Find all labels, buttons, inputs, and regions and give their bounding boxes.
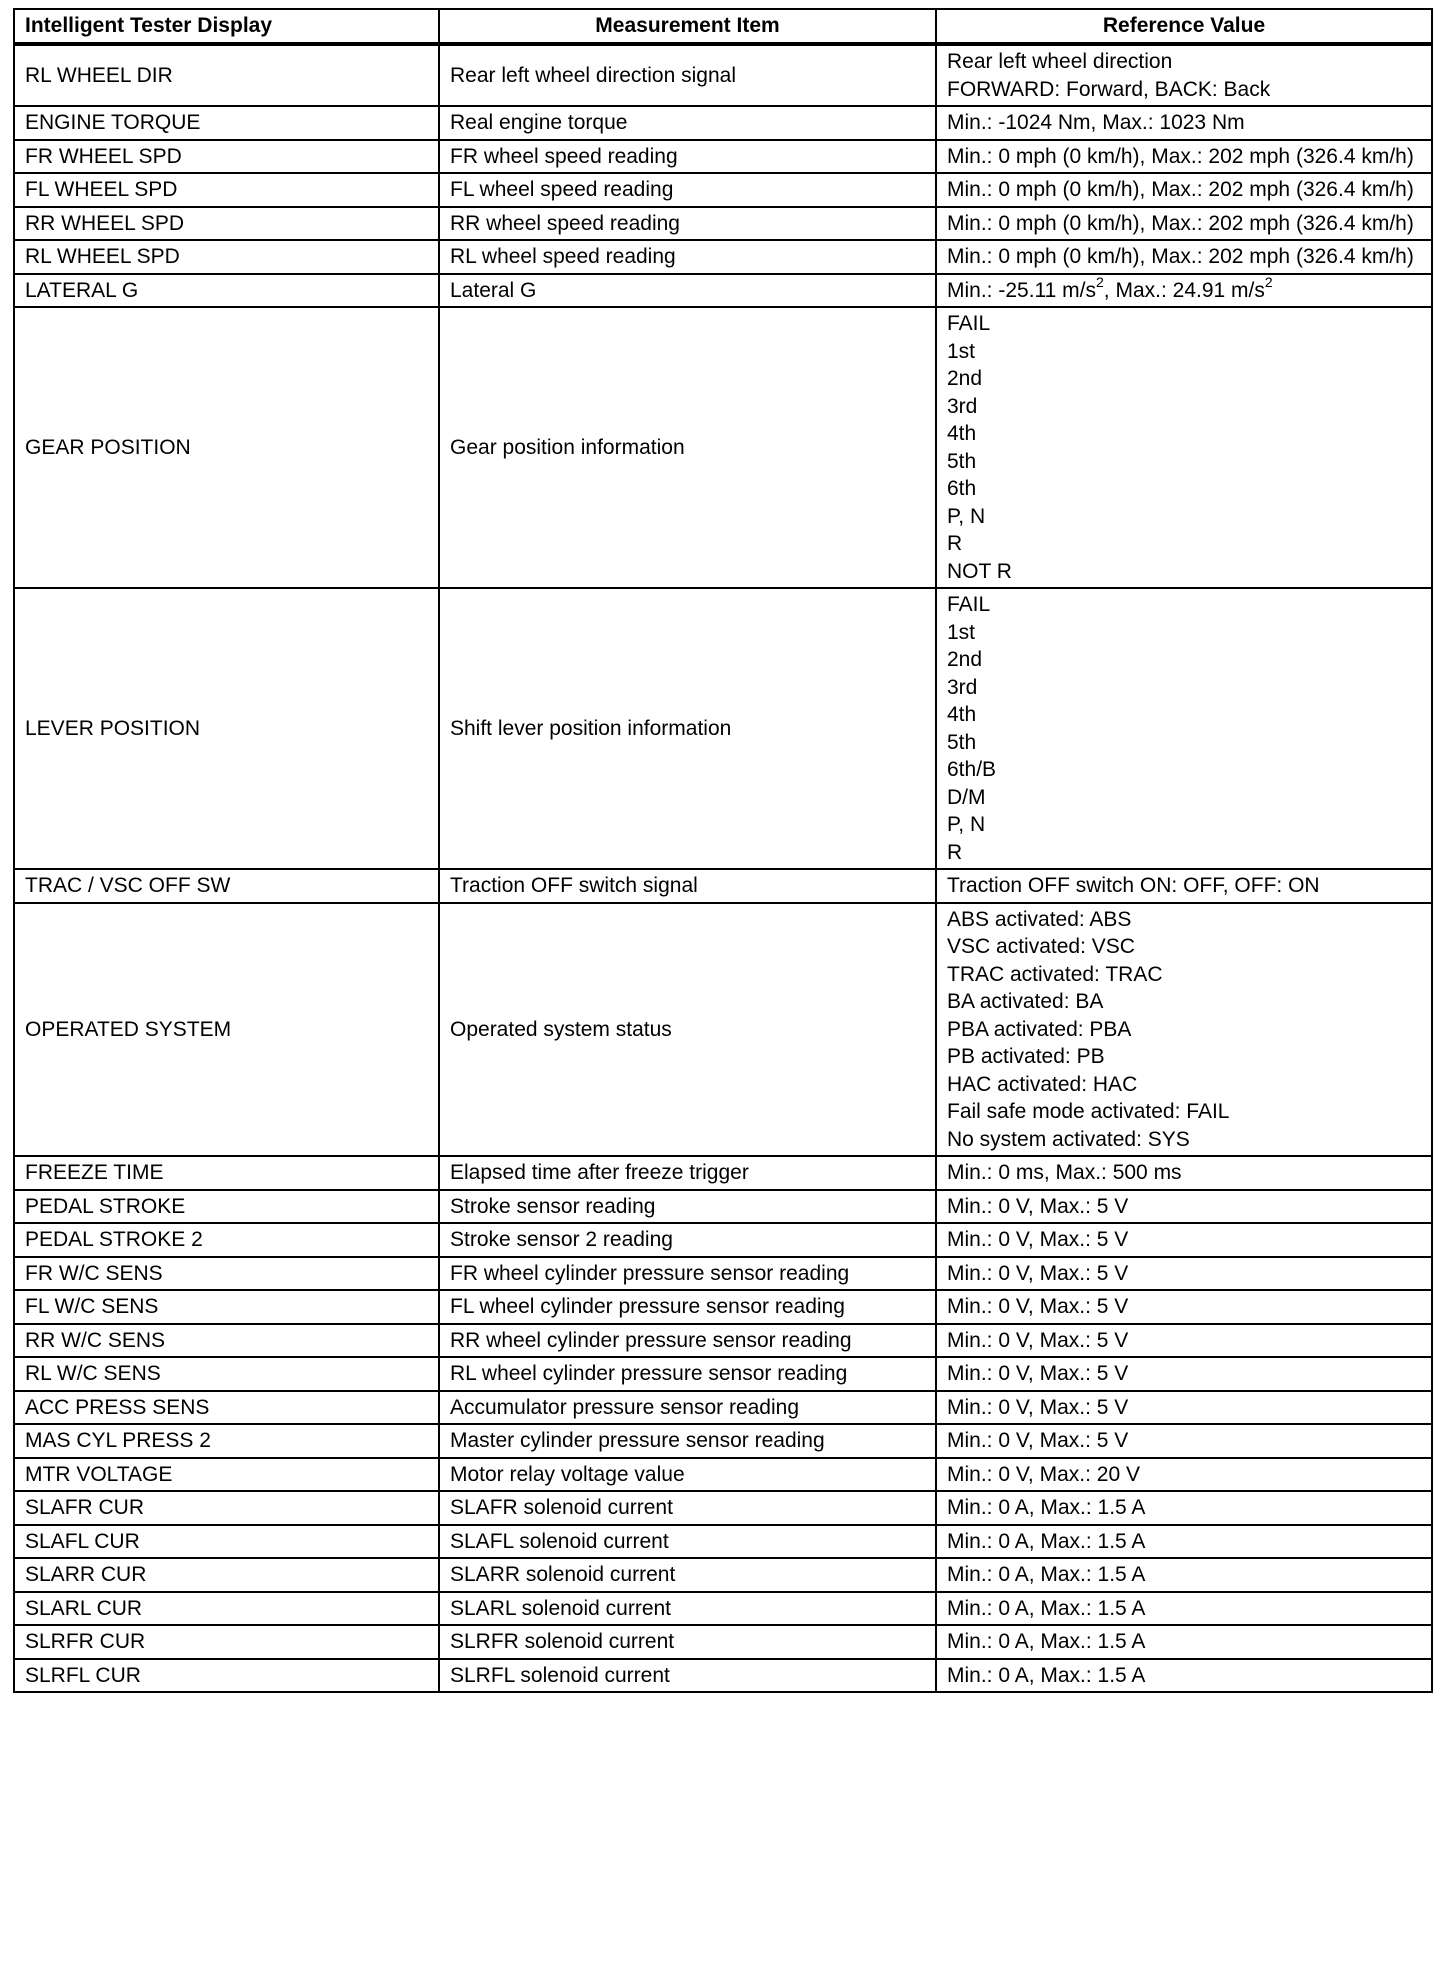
reference-value-line: Min.: -1024 Nm, Max.: 1023 Nm (947, 111, 1245, 134)
tester-display-cell: SLAFR CUR (14, 1491, 439, 1525)
table-row (14, 1458, 1432, 1492)
measurement-item-cell: SLAFL solenoid current (439, 1525, 936, 1559)
tester-display-cell: FR WHEEL SPD (14, 140, 439, 174)
reference-value-line: Min.: -25.11 $m/s^2$, Max.: 24.91 $m/s^2$ (947, 273, 1273, 302)
reference-value-cell (936, 173, 1432, 207)
tester-display-cell: SLAFL CUR (14, 1525, 439, 1559)
reference-value-cell (936, 869, 1432, 903)
reference-value-cell (936, 1391, 1432, 1425)
reference-value-line: Fail safe mode activated: FAIL (947, 1100, 1230, 1123)
reference-value-line: FORWARD: Forward, BACK: Back (947, 77, 1271, 101)
reference-value-line: R (947, 532, 963, 555)
reference-value-cell (936, 1625, 1432, 1659)
table-row (14, 1659, 1432, 1693)
reference-value-cell (936, 1223, 1432, 1257)
reference-value-line: 4th (947, 422, 977, 445)
reference-value-cell (936, 44, 1432, 106)
tester-display-cell: PEDAL STROKE (14, 1190, 439, 1224)
reference-value-line: NOT R (947, 559, 1012, 583)
measurement-item-cell: Rear left wheel direction signal (439, 44, 936, 106)
measurement-item-cell: SLARR solenoid current (439, 1558, 936, 1592)
measurement-item-cell: SLAFR solenoid current (439, 1491, 936, 1525)
reference-value-line: 4th (947, 703, 977, 726)
measurement-item-cell: Lateral G (439, 274, 936, 308)
table-row (14, 44, 1432, 106)
table-row (14, 1491, 1432, 1525)
reference-value-line: Traction OFF switch ON: OFF, OFF: ON (947, 874, 1320, 897)
reference-value-line: Min.: 0 A, Max.: 1.5 A (947, 1563, 1146, 1586)
reference-value-line: Min.: 0 A, Max.: 1.5 A (947, 1596, 1146, 1620)
tester-display-cell: SLRFR CUR (14, 1625, 439, 1659)
reference-value-line: Min.: 0 A, Max.: 1.5 A (947, 1630, 1146, 1653)
tester-display-cell: SLARR CUR (14, 1558, 439, 1592)
reference-value-line: VSC activated: VSC (947, 935, 1135, 958)
table-row (14, 1592, 1432, 1626)
reference-value-line: Min.: 0 V, Max.: 5 V (947, 1328, 1129, 1352)
table-row (14, 1558, 1432, 1592)
tester-display-cell: ENGINE TORQUE (14, 106, 439, 140)
reference-value-line: Min.: 0 V, Max.: 5 V (947, 1261, 1129, 1285)
reference-value-line: Rear left wheel direction (947, 50, 1173, 73)
measurement-item-cell: Gear position information (439, 307, 936, 588)
table-row (14, 1290, 1432, 1324)
measurement-item-cell: Shift lever position information (439, 588, 936, 869)
reference-value-cell (936, 106, 1432, 140)
reference-value-line: FAIL (947, 312, 991, 335)
reference-value-line: Min.: 0 V, Max.: 5 V (947, 1395, 1129, 1419)
reference-value-cell (936, 1458, 1432, 1492)
table-row (14, 240, 1432, 274)
reference-value-line: PB activated: PB (947, 1045, 1105, 1068)
tester-display-cell: FR W/C SENS (14, 1257, 439, 1291)
reference-value-cell (936, 1424, 1432, 1458)
reference-value-line: ABS activated: ABS (947, 907, 1132, 931)
reference-value-cell (936, 588, 1432, 869)
reference-value-cell (936, 1324, 1432, 1358)
measurement-item-cell: SLARL solenoid current (439, 1592, 936, 1626)
reference-value-line: Min.: 0 mph (0 km/h), Max.: 202 mph (326.4 km/h) (947, 144, 1414, 168)
reference-value-line: 2nd (947, 648, 983, 671)
table-row (14, 1391, 1432, 1425)
reference-value-line: R (947, 840, 963, 864)
reference-value-line: Min.: 0 V, Max.: 5 V (947, 1228, 1129, 1251)
reference-value-cell (936, 140, 1432, 174)
reference-value-line: Min.: 0 ms, Max.: 500 ms (947, 1161, 1182, 1184)
table-row (14, 307, 1432, 588)
tester-display-cell: ACC PRESS SENS (14, 1391, 439, 1425)
reference-value-cell (936, 274, 1432, 308)
reference-value-line: P, N (947, 813, 986, 836)
tester-display-cell: RL WHEEL DIR (14, 44, 439, 106)
tester-display-cell: FL WHEEL SPD (14, 173, 439, 207)
reference-value-line: 6th/B (947, 758, 997, 781)
measurement-item-cell: Master cylinder pressure sensor reading (439, 1424, 936, 1458)
table-row (14, 1324, 1432, 1358)
measurement-item-cell: Elapsed time after freeze trigger (439, 1156, 936, 1190)
tester-display-cell: RR WHEEL SPD (14, 207, 439, 241)
reference-value-cell (936, 1290, 1432, 1324)
reference-value-cell (936, 1525, 1432, 1559)
table-row (14, 1424, 1432, 1458)
header-measurement-item: Measurement Item (439, 9, 936, 44)
measurement-item-cell: Accumulator pressure sensor reading (439, 1391, 936, 1425)
reference-value-cell (936, 240, 1432, 274)
measurement-item-cell: Stroke sensor reading (439, 1190, 936, 1224)
reference-value-line: Min.: 0 V, Max.: 20 V (947, 1462, 1140, 1486)
table-row (14, 1156, 1432, 1190)
reference-value-cell (936, 1558, 1432, 1592)
tester-display-cell: OPERATED SYSTEM (14, 903, 439, 1157)
reference-value-cell (936, 207, 1432, 241)
measurement-item-cell: FL wheel speed reading (439, 173, 936, 207)
tester-display-cell: TRAC / VSC OFF SW (14, 869, 439, 903)
table-row (14, 1357, 1432, 1391)
table-row (14, 869, 1432, 903)
measurement-item-cell: SLRFL solenoid current (439, 1659, 936, 1693)
reference-value-line: Min.: 0 V, Max.: 5 V (947, 1295, 1129, 1318)
reference-value-line: TRAC activated: TRAC (947, 962, 1163, 986)
reference-value-line: D/M (947, 785, 986, 809)
reference-value-line: HAC activated: HAC (947, 1072, 1138, 1096)
table-row (14, 173, 1432, 207)
measurement-item-cell: Operated system status (439, 903, 936, 1157)
reference-value-line: Min.: 0 A, Max.: 1.5 A (947, 1496, 1146, 1519)
table-row (14, 207, 1432, 241)
tester-display-cell: PEDAL STROKE 2 (14, 1223, 439, 1257)
table-row (14, 1257, 1432, 1291)
measurement-item-cell: RL wheel speed reading (439, 240, 936, 274)
tester-display-cell: SLRFL CUR (14, 1659, 439, 1693)
table-row (14, 588, 1432, 869)
reference-value-line: 5th (947, 730, 977, 754)
tester-display-cell: FREEZE TIME (14, 1156, 439, 1190)
table-row (14, 1625, 1432, 1659)
measurement-item-cell: Traction OFF switch signal (439, 869, 936, 903)
tester-display-cell: LEVER POSITION (14, 588, 439, 869)
measurement-item-cell: RR wheel cylinder pressure sensor reading (439, 1324, 936, 1358)
tester-display-cell: GEAR POSITION (14, 307, 439, 588)
measurement-item-cell: SLRFR solenoid current (439, 1625, 936, 1659)
reference-value-line: 5th (947, 449, 977, 473)
measurement-item-cell: Motor relay voltage value (439, 1458, 936, 1492)
tester-display-cell: SLARL CUR (14, 1592, 439, 1626)
reference-value-line: Min.: 0 V, Max.: 5 V (947, 1194, 1129, 1218)
reference-value-cell (936, 1156, 1432, 1190)
reference-value-line: 6th (947, 477, 977, 500)
measurement-item-cell: Stroke sensor 2 reading (439, 1223, 936, 1257)
reference-value-cell (936, 1592, 1432, 1626)
header-reference-value: Reference Value (936, 9, 1432, 44)
reference-value-line: Min.: 0 V, Max.: 5 V (947, 1362, 1129, 1385)
table-row (14, 274, 1432, 308)
tester-display-cell: MTR VOLTAGE (14, 1458, 439, 1492)
table-row (14, 1223, 1432, 1257)
reference-value-line: 1st (947, 620, 976, 644)
tester-display-cell: RL W/C SENS (14, 1357, 439, 1391)
reference-value-line: BA activated: BA (947, 990, 1104, 1013)
reference-value-line: Min.: 0 A, Max.: 1.5 A (947, 1529, 1146, 1553)
reference-value-line: 1st (947, 339, 976, 363)
measurement-item-cell: FR wheel cylinder pressure sensor reading (439, 1257, 936, 1291)
reference-value-cell (936, 903, 1432, 1157)
measurement-item-cell: FL wheel cylinder pressure sensor reading (439, 1290, 936, 1324)
reference-value-line: 3rd (947, 675, 978, 699)
reference-value-line: 3rd (947, 394, 978, 418)
tester-display-cell: RL WHEEL SPD (14, 240, 439, 274)
reference-value-line: 2nd (947, 367, 983, 390)
measurement-item-cell: RR wheel speed reading (439, 207, 936, 241)
measurement-item-cell: FR wheel speed reading (439, 140, 936, 174)
tester-display-cell: LATERAL G (14, 274, 439, 308)
reference-value-cell (936, 1491, 1432, 1525)
table-row (14, 903, 1432, 1157)
reference-value-cell (936, 1257, 1432, 1291)
reference-value-line: Min.: 0 mph (0 km/h), Max.: 202 mph (326.4 km/h) (947, 178, 1414, 201)
reference-value-cell (936, 1659, 1432, 1693)
reference-value-line: Min.: 0 mph (0 km/h), Max.: 202 mph (326.4 km/h) (947, 211, 1414, 235)
table-header-row (14, 9, 1432, 44)
reference-value-line: Min.: 0 A, Max.: 1.5 A (947, 1663, 1146, 1687)
reference-value-line: No system activated: SYS (947, 1127, 1190, 1151)
reference-value-line: P, N (947, 504, 986, 528)
table-row (14, 140, 1432, 174)
reference-value-line: PBA activated: PBA (947, 1017, 1132, 1041)
reference-value-cell (936, 1190, 1432, 1224)
tester-display-cell: FL W/C SENS (14, 1290, 439, 1324)
table-row (14, 1525, 1432, 1559)
reference-value-cell (936, 307, 1432, 588)
reference-value-line: FAIL (947, 593, 991, 616)
table-row (14, 1190, 1432, 1224)
reference-table (13, 8, 1433, 1693)
tester-display-cell: RR W/C SENS (14, 1324, 439, 1358)
header-tester-display: Intelligent Tester Display (14, 9, 439, 44)
measurement-item-cell: Real engine torque (439, 106, 936, 140)
reference-value-line: Min.: 0 mph (0 km/h), Max.: 202 mph (326.4 km/h) (947, 245, 1414, 268)
table-row (14, 106, 1432, 140)
reference-value-cell (936, 1357, 1432, 1391)
table-body (14, 44, 1432, 1692)
tester-display-cell: MAS CYL PRESS 2 (14, 1424, 439, 1458)
measurement-item-cell: RL wheel cylinder pressure sensor reading (439, 1357, 936, 1391)
reference-value-line: Min.: 0 V, Max.: 5 V (947, 1429, 1129, 1452)
